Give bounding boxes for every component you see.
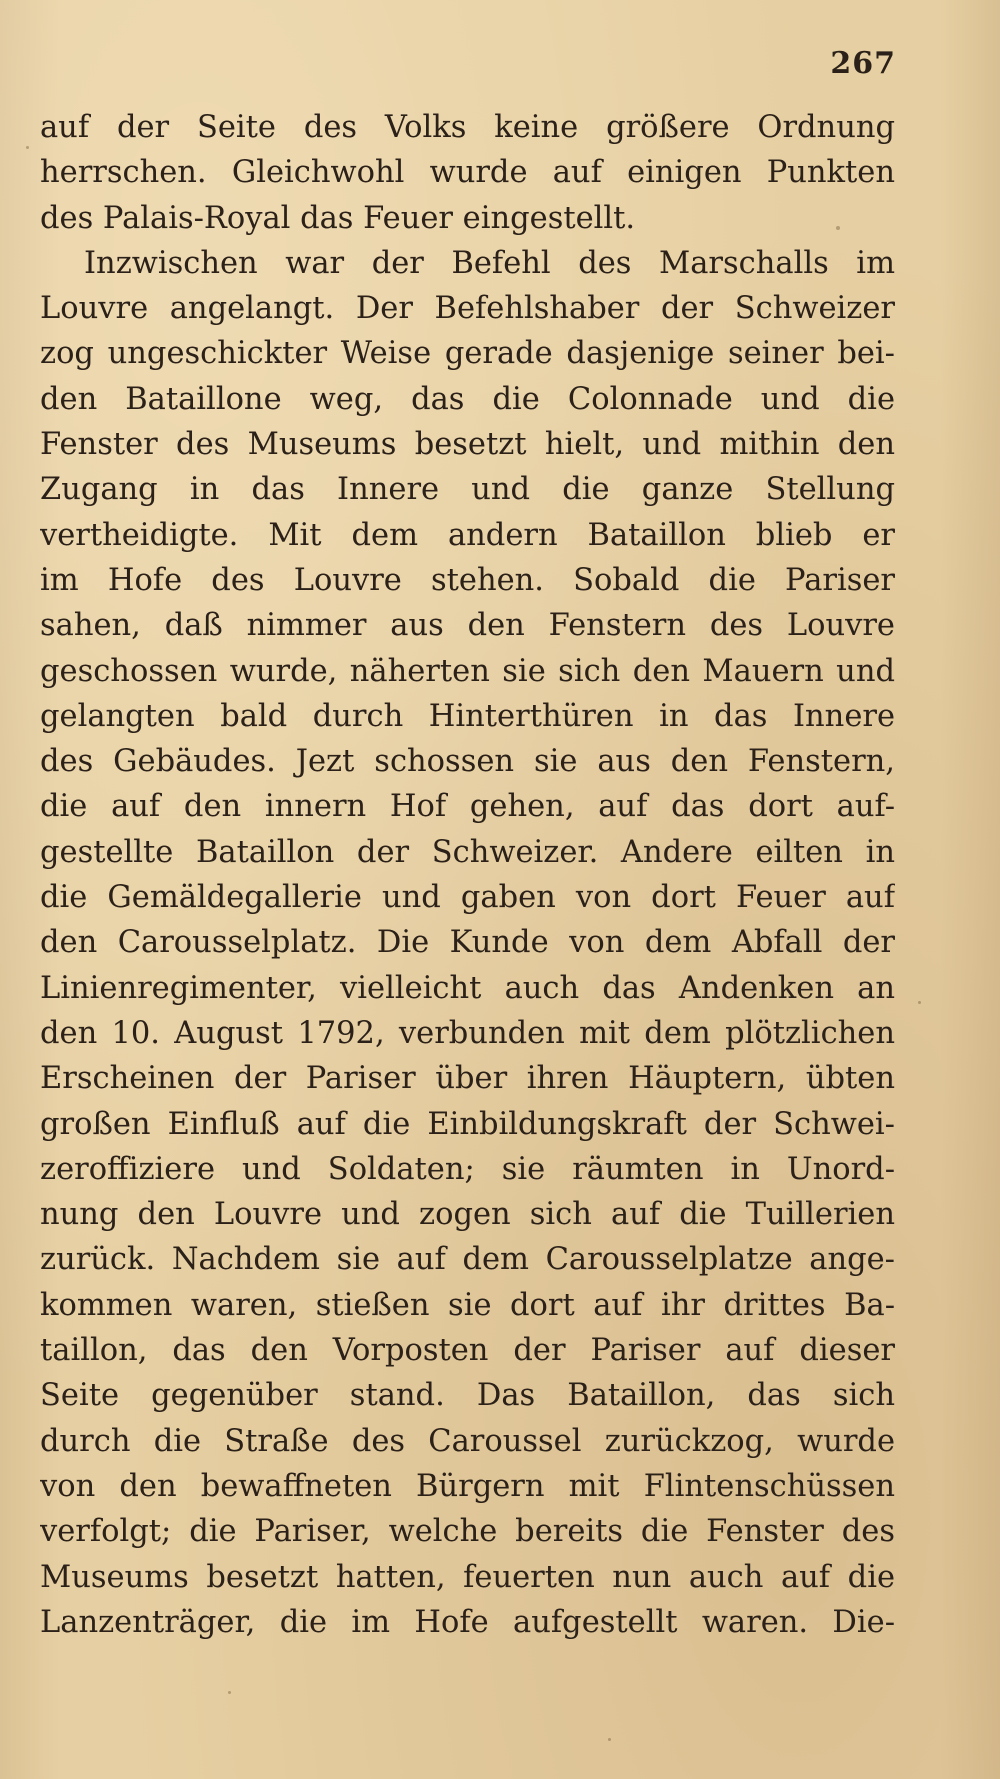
text-line: zurück. Nachdem sie auf dem Carousselplatze ange- (40, 1242, 895, 1278)
text-line: Lanzenträger, die im Hofe aufgestellt waren. Die- (40, 1604, 895, 1640)
paper-speck (26, 146, 29, 149)
text-line: gelangten bald durch Hinterthüren in das Innere (40, 698, 895, 734)
text-line: Louvre angelangt. Der Befehlshaber der Schweizer (40, 291, 895, 327)
text-line: herrschen. Gleichwohl wurde auf einigen Punkten (40, 155, 895, 191)
text-line: nung den Louvre und zogen sich auf die Tuillerien (40, 1197, 895, 1233)
text-line: Zugang in das Innere und die ganze Stellung (40, 472, 895, 508)
text-line: sahen, daß nimmer aus den Fenstern des Louvre (40, 608, 895, 644)
text-line: die auf den innern Hof gehen, auf das dort auf- (40, 789, 895, 825)
text-line: den Bataillone weg, das die Colonnade und die (40, 381, 895, 417)
text-line: gestellte Bataillon der Schweizer. Andere eilten in (40, 834, 895, 870)
text-line: verfolgt; die Pariser, welche bereits die Fenster des (40, 1514, 895, 1550)
text-line: im Hofe des Louvre stehen. Sobald die Pariser (40, 562, 895, 598)
text-line: Seite gegenüber stand. Das Bataillon, das sich (40, 1378, 895, 1414)
paper-speck (836, 226, 840, 230)
body-text (40, 105, 895, 1645)
text-line: Fenster des Museums besetzt hielt, und mithin den (40, 427, 895, 463)
page-number: 267 (830, 46, 896, 81)
text-line: vertheidigte. Mit dem andern Bataillon blieb er (40, 517, 895, 553)
text-line: Inzwischen war der Befehl des Marschalls im (84, 245, 895, 281)
text-line: Linienregimenter, vielleicht auch das Andenken an (40, 970, 895, 1006)
text-line: zeroffiziere und Soldaten; sie räumten in Unord- (40, 1151, 895, 1187)
text-line: des Gebäudes. Jezt schossen sie aus den Fenstern, (40, 744, 895, 780)
text-line: Erscheinen der Pariser über ihren Häuptern, übten (40, 1061, 895, 1097)
text-line: kommen waren, stießen sie dort auf ihr drittes Ba- (40, 1287, 895, 1323)
paper-speck (918, 1001, 921, 1004)
text-line: großen Einfluß auf die Einbildungskraft der Schwei- (40, 1106, 895, 1142)
text-line: zog ungeschickter Weise gerade dasjenige seiner bei- (40, 336, 895, 372)
paper-speck (228, 1691, 231, 1694)
text-line: geschossen wurde, näherten sie sich den Mauern und (40, 653, 895, 689)
paper-speck (608, 1738, 611, 1741)
text-line: den Carousselplatz. Die Kunde von dem Abfall der (40, 925, 895, 961)
text-line: den 10. August 1792, verbunden mit dem plötzlichen (40, 1015, 895, 1051)
text-line: durch die Straße des Caroussel zurückzog, wurde (40, 1423, 895, 1459)
text-line: des Palais-Royal das Feuer eingestellt. (40, 200, 636, 236)
text-line: von den bewaffneten Bürgern mit Flintenschüssen (40, 1468, 895, 1504)
text-line: die Gemäldegallerie und gaben von dort Feuer auf (40, 880, 895, 916)
text-line: taillon, das den Vorposten der Pariser auf dieser (40, 1333, 895, 1369)
text-line: auf der Seite des Volks keine größere Ordnung (40, 110, 895, 145)
text-line: Museums besetzt hatten, feuerten nun auch auf die (40, 1559, 895, 1595)
